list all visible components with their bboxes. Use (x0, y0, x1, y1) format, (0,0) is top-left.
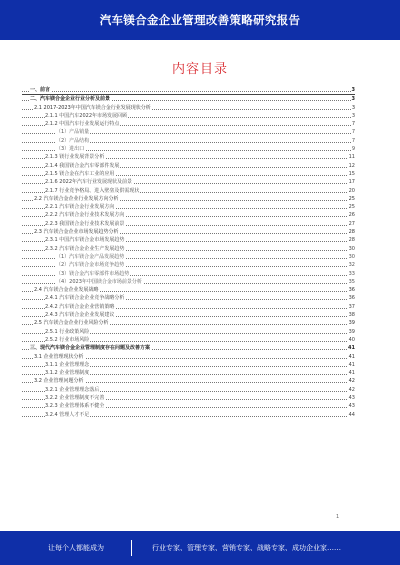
toc-entry-label: 2.4 汽车镁合金企业发展战略 (34, 287, 99, 294)
toc-entry-page: 17 (348, 179, 355, 186)
toc-entry-label: 2.3.2 汽车镁合金企业生产发展趋势 (45, 245, 125, 252)
toc-entry-label: 2.1.7 行业竞争格局、进入壁垒及供需现状 (45, 187, 140, 194)
toc-entry-page: 28 (348, 237, 355, 244)
toc-entry[interactable] (22, 328, 355, 336)
toc-heading: 内容目录 (171, 62, 228, 77)
toc-entry-label: 2.1.4 我国镁合金汽车零部件发展 (45, 162, 120, 169)
toc-entry[interactable] (22, 286, 355, 294)
toc-entry-page: 41 (348, 370, 355, 377)
toc-entry-page: 3 (351, 112, 355, 119)
toc-entry-label: 2.3.1 中国汽车镁合金市场发展趋势 (45, 237, 125, 244)
toc-entry-label: 2.5.1 行业政策风险 (45, 328, 90, 335)
toc-entry[interactable] (22, 369, 355, 377)
toc-entry[interactable] (22, 394, 355, 402)
toc-entry-page: 41 (348, 361, 355, 368)
footer-tagline: 行业专家、管理专家、营销专家、战略专家、成功企业家…… (152, 544, 341, 552)
toc-entry[interactable] (22, 386, 355, 394)
toc-entry-page: 7 (351, 137, 355, 144)
toc-entry-page: 40 (348, 336, 355, 343)
toc-entry[interactable] (22, 270, 355, 278)
toc-entry[interactable] (22, 311, 355, 319)
toc-entry[interactable] (22, 245, 355, 253)
toc-entry-page: 35 (348, 278, 355, 285)
toc-entry[interactable] (22, 303, 355, 311)
toc-entry-label: （3）进出口 (56, 146, 85, 153)
toc-entry[interactable] (22, 137, 355, 145)
toc-entry-label: （1）产品销量 (56, 129, 90, 136)
toc-entry-label: 2.4.1 汽车镁合金企业竞争战略分析 (45, 295, 125, 302)
toc-entry[interactable] (22, 162, 355, 170)
toc-entry[interactable] (22, 145, 355, 153)
toc-entry-page: 3 (351, 87, 355, 93)
toc-entry-label: 2.2.3 我国镁合金行业技术发展前景 (45, 220, 125, 227)
toc-entry-page: 41 (348, 353, 355, 360)
toc-entry[interactable] (22, 86, 355, 95)
toc-entry-label: 2.1.3 镁行业发展背景分析 (45, 154, 105, 161)
toc-entry-label: （2）汽车镁合金市场竞争趋势 (56, 262, 125, 269)
toc-entry[interactable] (22, 344, 355, 352)
report-title: 汽车镁合金企业管理改善策略研究报告 (99, 13, 301, 27)
toc-entry[interactable] (22, 104, 355, 112)
toc-entry-label: 3.2.1 企业管理理念落后 (45, 386, 100, 393)
toc-entry-page: 39 (348, 320, 355, 327)
toc-entry[interactable] (22, 236, 355, 244)
toc-entry[interactable] (22, 170, 355, 178)
toc-entry-page: 28 (348, 229, 355, 236)
toc-entry-label: 2.1.5 镁合金在汽车工业的应用 (45, 170, 115, 177)
toc-entry[interactable] (22, 377, 355, 385)
toc-entry-page: 43 (348, 403, 355, 410)
toc-entry-page: 41 (348, 345, 355, 352)
toc-entry-page: 3 (351, 96, 355, 103)
toc-entry[interactable] (22, 195, 355, 203)
toc-entry[interactable] (22, 336, 355, 344)
toc-entry-label: 2.1.2 中国汽车行业发展运行特点 (45, 121, 120, 128)
toc-entry[interactable] (22, 228, 355, 236)
toc-entry-label: （2）产品结构 (56, 137, 90, 144)
toc-entry-page: 33 (348, 270, 355, 277)
toc-entry-label: 2.4.2 汽车镁合金企业营销策略 (45, 303, 115, 310)
toc-entry-label: 2.2 汽车镁合金企业行业发展方向分析 (34, 195, 119, 202)
toc-entry-page: 27 (348, 220, 355, 227)
toc-entry-label: 3.2.2 企业管理制度不完善 (45, 394, 105, 401)
toc-entry-label: （3）镁合金汽车零部件市场趋势 (56, 270, 130, 277)
toc-entry-page: 15 (348, 170, 355, 177)
toc-entry-page: 7 (351, 129, 355, 136)
toc-entry[interactable] (22, 203, 355, 211)
toc-entry[interactable] (22, 278, 355, 286)
toc-entry-label: （1）汽车镁合金产品发展趋势 (56, 253, 125, 260)
toc-entry-page: 38 (348, 312, 355, 319)
footer-slogan: 让每个人都能成为 (48, 544, 104, 552)
toc-entry-page: 25 (348, 195, 355, 202)
toc-entry[interactable] (22, 294, 355, 302)
toc-entry-page: 9 (351, 146, 355, 153)
toc-entry-page: 42 (348, 386, 355, 393)
toc-entry-label: 3.2.3 企业管理体系不健全 (45, 403, 105, 410)
toc-entry[interactable] (22, 112, 355, 120)
toc-entry-page: 30 (348, 253, 355, 260)
toc-entry[interactable] (22, 178, 355, 186)
table-of-contents (22, 86, 355, 419)
toc-entry-page: 32 (348, 262, 355, 269)
toc-entry-page: 3 (351, 104, 355, 111)
toc-entry[interactable] (22, 353, 355, 361)
toc-entry-page: 11 (348, 154, 355, 161)
toc-entry-page: 44 (348, 411, 355, 418)
toc-entry-page: 42 (348, 378, 355, 385)
toc-entry-label: 2.1.1 中国汽车2022年市场发展回顾 (45, 112, 128, 119)
toc-entry[interactable] (22, 211, 355, 219)
toc-entry-label: 3.2 企业管理问题分析 (34, 378, 84, 385)
toc-entry[interactable] (22, 319, 355, 327)
toc-entry[interactable] (22, 402, 355, 410)
toc-entry-label: 2.1.6 2022年汽车行业发展现状及前景 (45, 179, 133, 186)
toc-entry-label: 2.3 汽车镁合金企业市场发展趋势分析 (34, 229, 119, 236)
toc-entry-label: 二、汽车镁合金企业行业分析及前景 (30, 96, 111, 103)
toc-entry[interactable] (22, 361, 355, 369)
toc-entry-label: 一、前言 (30, 87, 51, 93)
toc-entry-label: 3.1 企业管理现状分析 (34, 353, 84, 360)
toc-entry-page: 25 (348, 204, 355, 211)
footer-banner (0, 531, 400, 565)
toc-entry[interactable] (22, 253, 355, 261)
toc-entry-page: 12 (348, 162, 355, 169)
toc-entry-label: 2.2.2 汽车镁合金行业技术发展方向 (45, 212, 125, 219)
toc-entry-page: 26 (348, 212, 355, 219)
toc-entry[interactable] (22, 120, 355, 128)
toc-entry-page: 39 (348, 328, 355, 335)
toc-entry[interactable] (22, 153, 355, 161)
toc-entry-label: 3.1.1 企业管理理念 (45, 361, 90, 368)
toc-entry[interactable] (22, 411, 355, 419)
toc-entry[interactable] (22, 187, 355, 195)
header-banner (0, 0, 400, 40)
footer-divider (131, 540, 132, 556)
toc-entry[interactable] (22, 128, 355, 136)
toc-entry-page: 30 (348, 245, 355, 252)
toc-entry-page: 36 (348, 287, 355, 294)
toc-entry-page: 43 (348, 394, 355, 401)
toc-entry[interactable] (22, 220, 355, 228)
toc-entry-label: 2.2.1 汽车镁合金行业发展方向 (45, 204, 115, 211)
toc-entry-label: 2.5 汽车镁合金企业行业风险分析 (34, 320, 109, 327)
toc-entry-label: 3.1.2 企业管理制度 (45, 370, 90, 377)
toc-entry-page: 36 (348, 295, 355, 302)
toc-entry[interactable] (22, 95, 355, 103)
toc-entry-label: 2.5.2 行业市场风险 (45, 336, 90, 343)
toc-entry-label: （4）2023年中国镁合金市场前景分析 (56, 278, 142, 285)
toc-entry-page: 37 (348, 303, 355, 310)
toc-entry[interactable] (22, 261, 355, 269)
toc-entry-label: 3.2.4 管理人才不足 (45, 411, 90, 418)
toc-entry-label: 三、现代汽车镁合金企业管理制度存在问题及改善方案 (30, 345, 151, 352)
toc-entry-page: 20 (348, 187, 355, 194)
toc-entry-label: 2.1 2017-2023年中国汽车镁合金行业发展现状分析 (34, 104, 151, 111)
toc-entry-label: 2.4.3 汽车镁合金企业发展建议 (45, 312, 115, 319)
page-number: 1 (336, 514, 340, 520)
toc-entry-page: 7 (351, 121, 355, 128)
